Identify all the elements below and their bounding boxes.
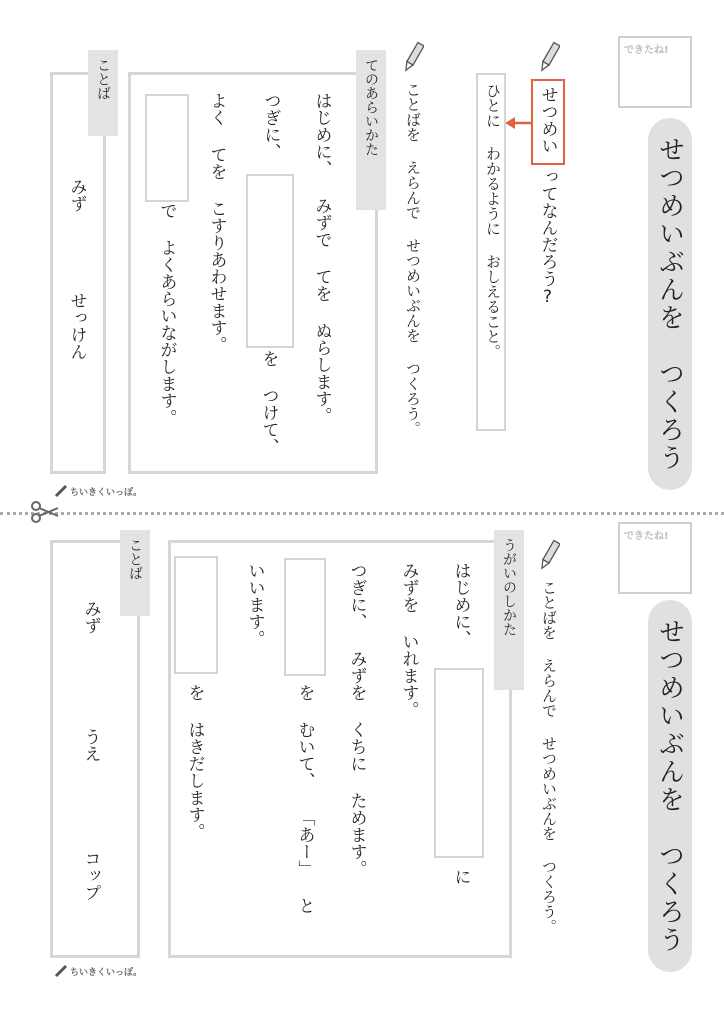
word-item: みず — [66, 178, 87, 212]
worksheet-title: せつめいぶんを つくろう — [648, 600, 692, 972]
sentence-line: を つけて、 — [258, 350, 279, 455]
answer-blank[interactable] — [145, 94, 189, 202]
pencil-logo-icon — [54, 964, 68, 978]
section-tab: うがいのしかた — [494, 530, 524, 690]
sentence-line: を むいて、 「あー」 と — [294, 684, 315, 914]
brand-label: ちいきくいっぽ。 — [70, 968, 143, 978]
scissors-icon — [30, 500, 60, 524]
word-item: せっけん — [66, 292, 87, 360]
word-bank-tab: ことば — [88, 50, 118, 136]
sentence-line: みずを いれます。 — [398, 562, 419, 718]
word-bank-tab: ことば — [120, 530, 150, 616]
pencil-icon — [538, 538, 560, 572]
stamp-label: できたね! — [624, 531, 669, 542]
worksheet-title: せつめいぶんを つくろう — [648, 118, 692, 490]
sentence-line: はじめに、 — [450, 562, 471, 647]
pencil-icon — [402, 40, 424, 74]
sentence-line: はじめに、 みずで てを ぬらします。 — [311, 92, 332, 424]
answer-text: ひとに わかるように おしえること。 — [484, 83, 502, 359]
answer-blank[interactable] — [434, 668, 484, 858]
word-item: うえ — [80, 728, 101, 762]
instruction-text: ことばを えらんで せつめいぶんを つくろう。 — [540, 580, 558, 934]
sentence-line: つぎに、 — [260, 92, 281, 160]
instruction-text: ことばを えらんで せつめいぶんを つくろう。 — [404, 82, 422, 436]
section-tab: てのあらいかた — [356, 50, 386, 210]
word-item: コップ — [80, 850, 101, 901]
answer-blank[interactable] — [174, 556, 218, 674]
pencil-icon — [538, 40, 560, 74]
answer-blank[interactable] — [284, 558, 326, 676]
question-keyword: せつめい — [537, 86, 558, 154]
sentence-line: で よくあらいながします。 — [156, 202, 177, 426]
sentence-line: を はきだします。 — [184, 684, 205, 840]
arrow-left-icon — [505, 116, 533, 130]
answer-blank[interactable] — [246, 174, 294, 348]
sentence-line: よく てを こすりあわせます。 — [206, 92, 227, 353]
completion-stamp-box[interactable] — [618, 522, 692, 594]
word-item: みず — [80, 600, 101, 634]
cut-line — [0, 512, 724, 515]
stamp-label: できたね! — [624, 45, 669, 56]
brand-label: ちいきくいっぽ。 — [70, 488, 143, 498]
sentence-line: つぎに、 みずを くちに ためます。 — [346, 562, 367, 877]
question-text: ってなんだろう? — [537, 168, 558, 307]
sentence-line: いいます。 — [244, 562, 265, 647]
completion-stamp-box[interactable] — [618, 36, 692, 108]
answer-box — [476, 73, 506, 431]
sentence-line: に — [450, 868, 471, 885]
pencil-logo-icon — [54, 484, 68, 498]
